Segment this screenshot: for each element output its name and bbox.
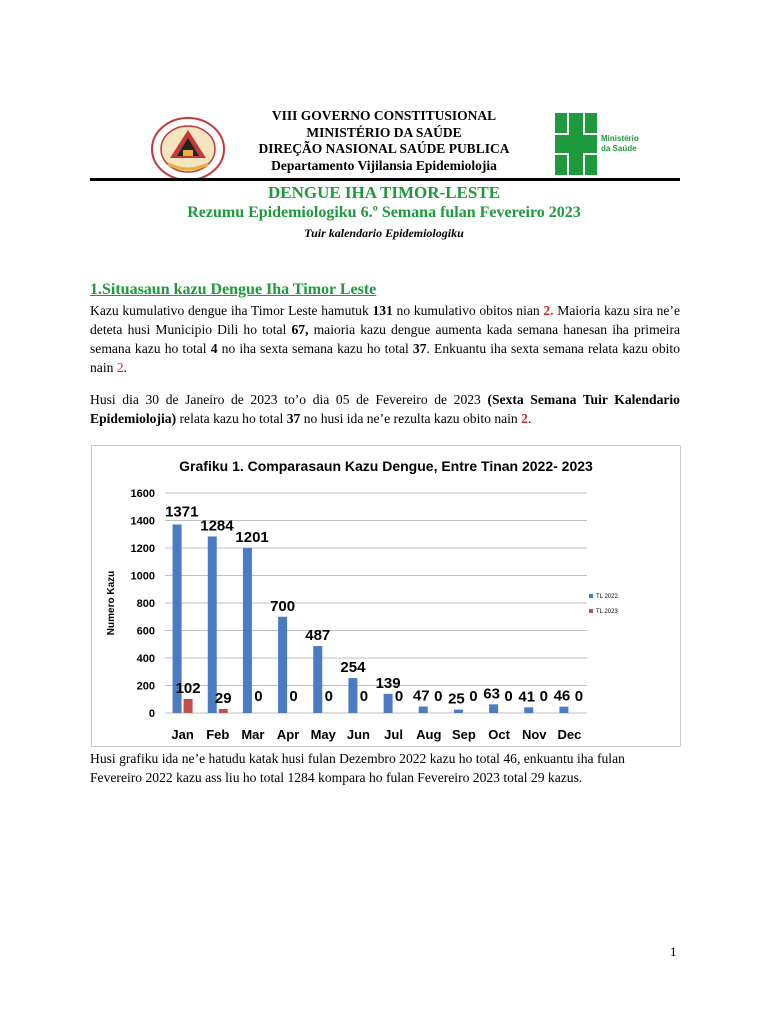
data-label-tl2023: 102 — [175, 679, 201, 697]
data-label-tl2022: 63 — [483, 685, 500, 703]
bar-tl2022 — [208, 536, 217, 713]
x-tick-label: Jan — [171, 727, 194, 742]
legend-swatch-tl2022 — [589, 594, 593, 598]
bar-tl2022 — [419, 707, 428, 713]
x-tick-label: Apr — [276, 727, 300, 742]
data-label-tl2023: 29 — [214, 690, 232, 708]
bar-tl2022 — [348, 678, 357, 713]
data-label-tl2023: 0 — [254, 688, 263, 705]
bar-tl2022 — [489, 704, 498, 713]
data-label-tl2022: 41 — [518, 688, 536, 706]
data-label-tl2022: 700 — [270, 597, 296, 615]
y-tick-label: 800 — [136, 598, 155, 610]
paragraph-1: Kazu kumulativo dengue iha Timor Leste hamutuk 131 no kumulativo obitos nian 2. Maioria kazu sira ne’e deteta husi Municipio Dili ho total 67, maioria kazu dengue aumenta kada semana hanesan iha primeira semana kazu ho total 4 no iha sexta semana kazu ho total 37. Enkuantu iha sexta semana relata kazu obito nain 2. — [90, 303, 681, 375]
bar-tl2022 — [384, 694, 393, 713]
data-label-tl2023: 0 — [504, 688, 513, 705]
svg-text:Ministério: Ministério — [601, 134, 639, 143]
data-label-tl2022: 139 — [375, 674, 401, 692]
chart-container — [91, 445, 681, 747]
letterhead — [0, 108, 768, 174]
svg-text:da Saúde: da Saúde — [601, 144, 637, 153]
data-label-tl2022: 487 — [305, 627, 331, 645]
x-tick-label: Jun — [346, 727, 370, 742]
x-tick-label: May — [310, 727, 336, 742]
data-label-tl2022: 25 — [448, 690, 465, 708]
bar-chart — [92, 446, 680, 746]
x-tick-label: Sep — [451, 727, 476, 742]
data-label-tl2022: 1201 — [235, 528, 269, 546]
data-label-tl2023: 0 — [539, 688, 548, 705]
page-number: 1 — [670, 944, 677, 959]
report-subtitle: Rezumu Epidemiologiku 6.º Semana fulan Fevereiro 2023 — [187, 204, 581, 221]
bar-tl2022 — [559, 707, 568, 713]
bar-tl2022 — [524, 707, 533, 713]
legend-label-tl2023: TL 2023 — [596, 609, 618, 615]
data-label-tl2023: 0 — [469, 688, 478, 705]
report-title: DENGUE IHA TIMOR-LESTE — [267, 183, 501, 202]
legend-label-tl2022: TL 2022 — [596, 594, 618, 600]
chart-title: Grafiku 1. Comparasaun Kazu Dengue, Entre Tinan 2022- 2023 — [179, 458, 593, 474]
data-label-tl2023: 0 — [574, 688, 584, 705]
y-tick-label: 200 — [136, 680, 155, 693]
bar-tl2022 — [313, 646, 322, 713]
x-tick-label: Jul — [384, 727, 403, 742]
header-divider — [90, 178, 680, 181]
x-tick-label: Dec — [557, 727, 582, 742]
data-label-tl2022: 1284 — [200, 517, 234, 535]
chart-caption: Husi grafiku ida ne’e hatudu katak husi fulan Dezembro 2022 kazu ho total 46, enkuantu iha fulan Fevereiro 2022 kazu ass liu ho total 1284 kompara ho fulan Fevereiro 2023 total 29 kazus. — [90, 751, 625, 785]
header-line-3: DIREÇÃO NASIONAL SAÚDE PUBLICA — [258, 141, 510, 156]
y-tick-label: 1400 — [130, 515, 155, 528]
data-label-tl2022: 1371 — [165, 503, 199, 521]
y-tick-label: 0 — [148, 708, 155, 720]
x-tick-label: Mar — [241, 727, 265, 742]
header-line-1: VIII GOVERNO CONSTITUSIONAL — [271, 108, 497, 123]
y-tick-label: 600 — [136, 625, 155, 638]
data-label-tl2022: 46 — [553, 687, 571, 705]
data-label-tl2023: 0 — [289, 688, 298, 705]
y-tick-label: 1000 — [130, 570, 155, 583]
x-tick-label: Feb — [206, 727, 230, 742]
x-tick-label: Aug — [416, 727, 442, 742]
data-label-tl2022: 254 — [340, 659, 366, 677]
x-tick-label: Nov — [521, 727, 547, 742]
data-label-tl2023: 0 — [324, 688, 333, 705]
data-label-tl2022: 47 — [412, 687, 430, 705]
bar-tl2023 — [184, 699, 193, 713]
y-tick-label: 1600 — [130, 488, 155, 500]
data-label-tl2023: 0 — [394, 688, 404, 705]
x-tick-label: Oct — [488, 727, 510, 742]
y-axis-label: Numero Kazu — [106, 570, 117, 636]
header-line-2: MINISTÉRIO DA SAÚDE — [306, 124, 462, 140]
report-note: Tuir kalendario Epidemiologiku — [304, 226, 464, 240]
data-label-tl2023: 0 — [434, 688, 443, 705]
y-tick-label: 400 — [136, 653, 155, 665]
bar-tl2023 — [219, 709, 228, 713]
data-label-tl2023: 0 — [359, 688, 369, 705]
paragraph-2: Husi dia 30 de Janeiro de 2023 to’o dia 05 de Fevereiro de 2023 (Sexta Semana Tuir Kalendario Epidemiolojia) relata kazu ho total 37 no husi ida ne’e rezulta kazu obito nain 2. — [90, 392, 680, 426]
legend-swatch-tl2023 — [589, 609, 593, 613]
y-tick-label: 1200 — [130, 543, 155, 555]
bar-tl2022 — [243, 548, 252, 713]
bar-tl2022 — [278, 617, 287, 713]
bar-tl2022 — [454, 710, 463, 713]
section-heading: 1.Situasaun kazu Dengue Iha Timor Leste — [90, 281, 377, 298]
header-line-4: Departamento Vijilansia Epidemiolojia — [271, 157, 497, 173]
